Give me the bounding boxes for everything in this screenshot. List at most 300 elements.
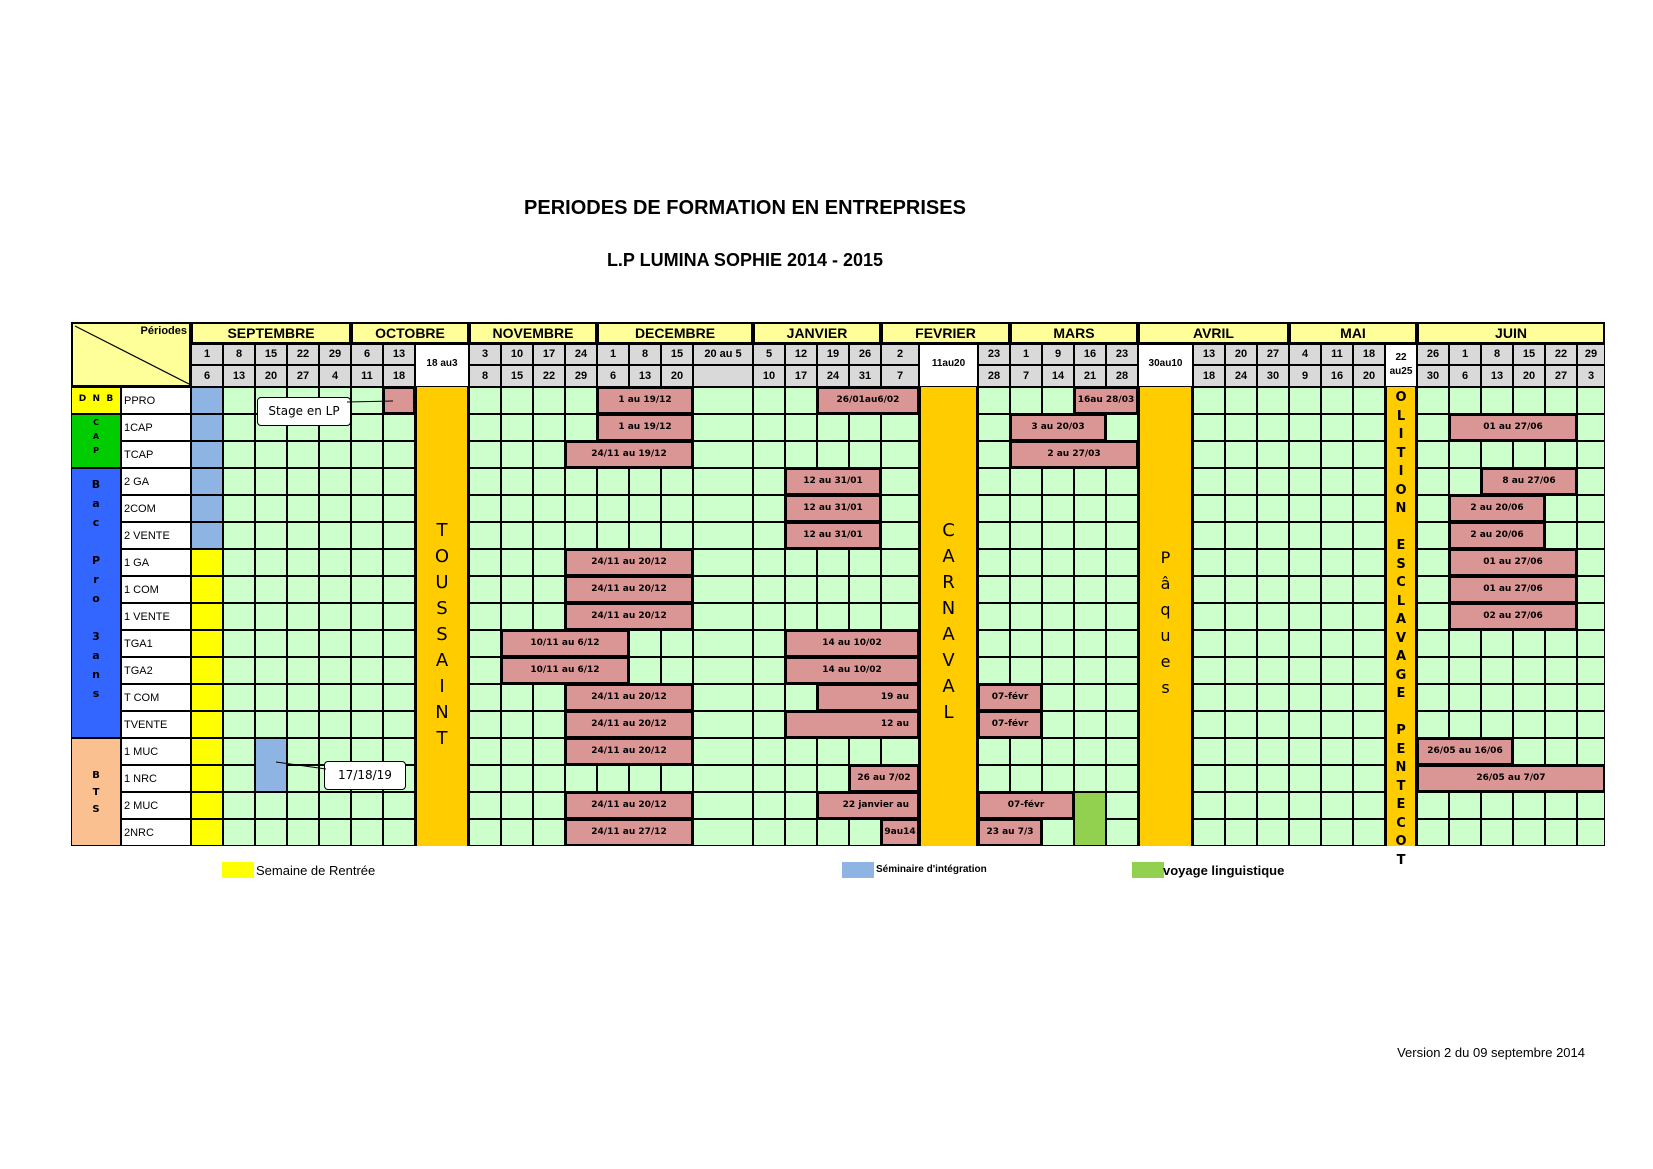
- grid-cell: [1074, 549, 1106, 576]
- holiday-label: O L I T I O N E S C L A V A G E P E N T E C O T: [1395, 390, 1407, 868]
- period-bar: 22 janvier au: [817, 792, 919, 819]
- grid-cell: [319, 657, 351, 684]
- grid-cell: [1257, 468, 1289, 495]
- grid-cell: [1289, 603, 1321, 630]
- grid-cell: [383, 468, 415, 495]
- grid-cell: [1577, 387, 1605, 414]
- grid-cell: [1577, 441, 1605, 468]
- month-header: AVRIL: [1138, 322, 1289, 344]
- grid-cell: [1010, 603, 1042, 630]
- grid-cell: [1074, 738, 1106, 765]
- grid-cell: [1225, 684, 1257, 711]
- grid-cell: [693, 684, 753, 711]
- grid-cell: [1577, 630, 1605, 657]
- grid-cell: [565, 387, 597, 414]
- grid-cell: [1353, 549, 1385, 576]
- period-bar: 24/11 au 20/12: [565, 549, 693, 576]
- grid-cell: [785, 576, 817, 603]
- grid-cell: [1577, 738, 1605, 765]
- grid-cell: [1193, 792, 1225, 819]
- grid-cell: [287, 576, 319, 603]
- grid-cell: [351, 792, 383, 819]
- periodes-label: Périodes: [140, 325, 187, 337]
- grid-cell: [753, 657, 785, 684]
- week-end-cell: 13: [223, 365, 255, 387]
- category-label: C A P: [92, 418, 100, 455]
- grid-cell: [501, 765, 533, 792]
- grid-cell: [1577, 792, 1605, 819]
- grid-cell: [351, 684, 383, 711]
- grid-cell: [1074, 522, 1106, 549]
- period-bar: 01 au 27/06: [1449, 549, 1577, 576]
- grid-cell: [1225, 738, 1257, 765]
- grid-cell: [351, 576, 383, 603]
- grid-cell: [533, 603, 565, 630]
- grid-cell: [223, 765, 255, 792]
- grid-cell: [785, 684, 817, 711]
- row-label: 2COM: [121, 495, 191, 522]
- grid-cell: [1074, 765, 1106, 792]
- grid-cell: [533, 495, 565, 522]
- rentree-cell: [191, 765, 223, 792]
- grid-cell: [693, 603, 753, 630]
- grid-cell: [1193, 630, 1225, 657]
- grid-cell: [501, 522, 533, 549]
- grid-cell: [1106, 657, 1138, 684]
- grid-cell: [978, 603, 1010, 630]
- grid-cell: [1106, 522, 1138, 549]
- grid-cell: [1545, 441, 1577, 468]
- grid-cell: [1545, 630, 1577, 657]
- grid-cell: [533, 792, 565, 819]
- period-bar: 01 au 27/06: [1449, 576, 1577, 603]
- grid-cell: [1289, 576, 1321, 603]
- grid-cell: [629, 468, 661, 495]
- grid-cell: [978, 576, 1010, 603]
- grid-cell: [753, 711, 785, 738]
- grid-cell: [693, 819, 753, 846]
- grid-cell: [223, 468, 255, 495]
- grid-cell: [1417, 603, 1449, 630]
- grid-cell: [1042, 819, 1074, 846]
- grid-cell: [223, 414, 255, 441]
- week-start-cell: 8: [223, 344, 255, 365]
- grid-cell: [383, 441, 415, 468]
- week-end-cell: 20: [1513, 365, 1545, 387]
- grid-cell: [1225, 711, 1257, 738]
- grid-cell: [1353, 387, 1385, 414]
- holiday-label: P â q u e s: [1160, 548, 1171, 697]
- grid-cell: [533, 576, 565, 603]
- grid-cell: [1225, 765, 1257, 792]
- grid-cell: [287, 819, 319, 846]
- grid-cell: [1353, 522, 1385, 549]
- grid-cell: [351, 819, 383, 846]
- grid-cell: [1074, 468, 1106, 495]
- grid-cell: [1513, 441, 1545, 468]
- grid-cell: [255, 576, 287, 603]
- grid-cell: [255, 441, 287, 468]
- grid-cell: [565, 414, 597, 441]
- grid-cell: [1257, 549, 1289, 576]
- category-block: [71, 738, 121, 846]
- grid-cell: [753, 576, 785, 603]
- grid-cell: [1106, 765, 1138, 792]
- grid-cell: [1481, 441, 1513, 468]
- grid-cell: [1193, 738, 1225, 765]
- grid-cell: [1545, 387, 1577, 414]
- week-start-cell: 22: [287, 344, 319, 365]
- grid-cell: [1481, 711, 1513, 738]
- grid-cell: [1353, 603, 1385, 630]
- grid-cell: [1513, 819, 1545, 846]
- grid-cell: [1225, 630, 1257, 657]
- grid-cell: [1074, 711, 1106, 738]
- grid-cell: [881, 441, 919, 468]
- grid-cell: [223, 387, 255, 414]
- grid-cell: [351, 468, 383, 495]
- period-bar: 26/05 au 7/07: [1417, 765, 1605, 792]
- grid-cell: [978, 495, 1010, 522]
- holiday-column: [919, 387, 978, 846]
- week-start-cell: 26: [1417, 344, 1449, 365]
- grid-cell: [629, 657, 661, 684]
- grid-cell: [319, 549, 351, 576]
- period-bar: 2 au 20/06: [1449, 522, 1545, 549]
- grid-cell: [1257, 387, 1289, 414]
- grid-cell: [1481, 657, 1513, 684]
- grid-cell: [1417, 630, 1449, 657]
- seminaire-cell: [191, 387, 223, 414]
- period-bar: 2 au 27/03: [1010, 441, 1138, 468]
- grid-cell: [1193, 387, 1225, 414]
- week-start-cell: 13: [383, 344, 415, 365]
- grid-cell: [319, 441, 351, 468]
- stage-cell: [383, 387, 415, 414]
- legend-voyage-label: voyage linguistique: [1163, 863, 1285, 878]
- week-end-cell: 29: [565, 365, 597, 387]
- grid-cell: [1225, 441, 1257, 468]
- grid-cell: [533, 684, 565, 711]
- grid-cell: [1577, 711, 1605, 738]
- grid-cell: [319, 711, 351, 738]
- grid-cell: [255, 630, 287, 657]
- grid-cell: [1289, 441, 1321, 468]
- grid-cell: [1193, 657, 1225, 684]
- week-start-cell: 9: [1042, 344, 1074, 365]
- period-bar: 12 au: [785, 711, 919, 738]
- grid-cell: [597, 468, 629, 495]
- grid-cell: [1353, 792, 1385, 819]
- grid-cell: [469, 603, 501, 630]
- grid-cell: [1225, 387, 1257, 414]
- grid-cell: [351, 441, 383, 468]
- grid-cell: [1289, 792, 1321, 819]
- week-end-cell: 16: [1321, 365, 1353, 387]
- week-end-cell: 7: [881, 365, 919, 387]
- holiday-column: [415, 387, 469, 846]
- grid-cell: [817, 765, 849, 792]
- period-bar: 12 au 31/01: [785, 522, 881, 549]
- grid-cell: [1289, 522, 1321, 549]
- grid-cell: [223, 576, 255, 603]
- grid-cell: [501, 684, 533, 711]
- week-end-cell: 20: [1353, 365, 1385, 387]
- grid-cell: [469, 630, 501, 657]
- grid-cell: [849, 819, 881, 846]
- period-bar: 16au 28/03: [1074, 387, 1138, 414]
- grid-cell: [1042, 387, 1074, 414]
- grid-cell: [1106, 495, 1138, 522]
- row-label: 1 GA: [121, 549, 191, 576]
- week-end-cell: 11: [351, 365, 383, 387]
- grid-cell: [223, 495, 255, 522]
- grid-cell: [469, 387, 501, 414]
- grid-cell: [1289, 495, 1321, 522]
- grid-cell: [1257, 657, 1289, 684]
- grid-cell: [881, 414, 919, 441]
- grid-cell: [1257, 765, 1289, 792]
- grid-cell: [1225, 549, 1257, 576]
- grid-cell: [1513, 792, 1545, 819]
- grid-cell: [501, 792, 533, 819]
- week-start-cell: 20 au 5: [693, 344, 753, 365]
- grid-cell: [1417, 576, 1449, 603]
- period-bar: 26/01au6/02: [817, 387, 919, 414]
- grid-cell: [1321, 387, 1353, 414]
- grid-cell: [1193, 684, 1225, 711]
- grid-cell: [1577, 684, 1605, 711]
- legend-seminaire-label: Séminaire d'intégration: [876, 864, 987, 875]
- month-header: FEVRIER: [881, 322, 1010, 344]
- grid-cell: [693, 576, 753, 603]
- grid-cell: [287, 765, 319, 792]
- grid-cell: [1577, 495, 1605, 522]
- grid-cell: [1106, 630, 1138, 657]
- grid-cell: [383, 711, 415, 738]
- grid-cell: [1042, 576, 1074, 603]
- grid-cell: [1225, 792, 1257, 819]
- grid-cell: [1417, 495, 1449, 522]
- grid-cell: [817, 549, 849, 576]
- grid-cell: [255, 684, 287, 711]
- grid-cell: [1481, 684, 1513, 711]
- grid-cell: [1289, 414, 1321, 441]
- grid-cell: [1225, 576, 1257, 603]
- week-start-cell: 10: [501, 344, 533, 365]
- grid-cell: [849, 738, 881, 765]
- category-block: [71, 468, 121, 738]
- grid-cell: [1225, 819, 1257, 846]
- grid-cell: [1545, 711, 1577, 738]
- grid-cell: [978, 387, 1010, 414]
- week-start-cell: 19: [817, 344, 849, 365]
- rentree-cell: [191, 819, 223, 846]
- grid-cell: [1353, 711, 1385, 738]
- grid-cell: [849, 414, 881, 441]
- grid-cell: [1449, 468, 1481, 495]
- grid-cell: [1010, 495, 1042, 522]
- grid-cell: [383, 657, 415, 684]
- week-start-cell: 24: [565, 344, 597, 365]
- week-start-cell: 15: [255, 344, 287, 365]
- week-end-cell: 27: [287, 365, 319, 387]
- grid-cell: [383, 495, 415, 522]
- grid-cell: [693, 522, 753, 549]
- grid-cell: [287, 468, 319, 495]
- week-end-cell: 24: [817, 365, 849, 387]
- week-start-cell: 4: [1289, 344, 1321, 365]
- rentree-cell: [191, 684, 223, 711]
- grid-cell: [351, 657, 383, 684]
- week-start-cell: 2: [881, 344, 919, 365]
- week-start-cell: 15: [661, 344, 693, 365]
- grid-cell: [629, 522, 661, 549]
- grid-cell: [661, 765, 693, 792]
- period-bar: 23 au 7/3: [978, 819, 1042, 846]
- holiday-column: [1385, 387, 1417, 868]
- week-start-cell: 6: [351, 344, 383, 365]
- grid-cell: [1257, 441, 1289, 468]
- row-label: 1 VENTE: [121, 603, 191, 630]
- grid-cell: [785, 549, 817, 576]
- grid-cell: [693, 495, 753, 522]
- grid-cell: [1417, 522, 1449, 549]
- week-end-cell: 17: [785, 365, 817, 387]
- row-label: 1 NRC: [121, 765, 191, 792]
- grid-cell: [565, 522, 597, 549]
- period-bar: 19 au: [817, 684, 919, 711]
- grid-cell: [469, 414, 501, 441]
- grid-cell: [319, 522, 351, 549]
- grid-cell: [1417, 657, 1449, 684]
- grid-cell: [693, 765, 753, 792]
- grid-cell: [287, 495, 319, 522]
- grid-cell: [351, 522, 383, 549]
- week-start-cell: 15: [1513, 344, 1545, 365]
- period-bar: 24/11 au 20/12: [565, 738, 693, 765]
- grid-cell: [223, 549, 255, 576]
- grid-cell: [1106, 684, 1138, 711]
- period-bar: 24/11 au 20/12: [565, 711, 693, 738]
- week-end-cell: 30: [1417, 365, 1449, 387]
- week-range-cell: 18 au3: [415, 344, 469, 387]
- week-end-cell: 21: [1074, 365, 1106, 387]
- grid-cell: [978, 657, 1010, 684]
- grid-cell: [1321, 711, 1353, 738]
- grid-cell: [1193, 549, 1225, 576]
- grid-cell: [351, 387, 383, 414]
- grid-cell: [849, 603, 881, 630]
- grid-cell: [1257, 711, 1289, 738]
- grid-cell: [753, 630, 785, 657]
- grid-cell: [255, 495, 287, 522]
- period-bar: 1 au 19/12: [597, 387, 693, 414]
- grid-cell: [1106, 792, 1138, 819]
- grid-cell: [1513, 630, 1545, 657]
- month-header: MARS: [1010, 322, 1138, 344]
- grid-cell: [469, 657, 501, 684]
- grid-cell: [255, 522, 287, 549]
- grid-cell: [1042, 738, 1074, 765]
- category-label: D N B: [78, 394, 114, 404]
- grid-cell: [785, 765, 817, 792]
- week-end-cell: 28: [978, 365, 1010, 387]
- week-end-cell: 20: [661, 365, 693, 387]
- grid-cell: [1417, 387, 1449, 414]
- page-subtitle: L.P LUMINA SOPHIE 2014 - 2015: [606, 250, 884, 270]
- grid-cell: [319, 603, 351, 630]
- grid-cell: [469, 495, 501, 522]
- grid-cell: [661, 630, 693, 657]
- week-start-cell: 23: [978, 344, 1010, 365]
- week-end-cell: 22: [533, 365, 565, 387]
- grid-cell: [383, 522, 415, 549]
- grid-cell: [978, 414, 1010, 441]
- grid-cell: [1449, 657, 1481, 684]
- grid-cell: [1042, 657, 1074, 684]
- grid-cell: [1225, 414, 1257, 441]
- grid-cell: [1513, 684, 1545, 711]
- rentree-cell: [191, 630, 223, 657]
- grid-cell: [1321, 603, 1353, 630]
- grid-cell: [1353, 576, 1385, 603]
- grid-cell: [1042, 468, 1074, 495]
- grid-cell: [785, 414, 817, 441]
- grid-cell: [1321, 576, 1353, 603]
- grid-cell: [1417, 819, 1449, 846]
- seminaire-cell: [191, 414, 223, 441]
- grid-cell: [319, 495, 351, 522]
- row-label: PPRO: [121, 387, 191, 414]
- period-bar: 26 au 7/02: [849, 765, 919, 792]
- week-start-cell: 26: [849, 344, 881, 365]
- grid-cell: [1321, 522, 1353, 549]
- week-range-cell: 30au10: [1138, 344, 1193, 387]
- grid-cell: [383, 684, 415, 711]
- grid-cell: [1577, 549, 1605, 576]
- row-label: 2 MUC: [121, 792, 191, 819]
- grid-cell: [383, 576, 415, 603]
- grid-cell: [1545, 522, 1577, 549]
- week-end-cell: 18: [383, 365, 415, 387]
- grid-cell: [978, 765, 1010, 792]
- grid-cell: [469, 792, 501, 819]
- grid-cell: [1577, 603, 1605, 630]
- row-label: 2 VENTE: [121, 522, 191, 549]
- grid-cell: [533, 522, 565, 549]
- grid-cell: [693, 738, 753, 765]
- grid-cell: [1010, 738, 1042, 765]
- grid-cell: [533, 441, 565, 468]
- grid-cell: [501, 819, 533, 846]
- grid-cell: [1106, 549, 1138, 576]
- period-bar: 01 au 27/06: [1449, 414, 1577, 441]
- grid-cell: [817, 414, 849, 441]
- grid-cell: [849, 441, 881, 468]
- grid-cell: [501, 603, 533, 630]
- grid-cell: [533, 711, 565, 738]
- grid-cell: [1353, 765, 1385, 792]
- grid-cell: [319, 468, 351, 495]
- grid-cell: [978, 738, 1010, 765]
- week-start-cell: 23: [1106, 344, 1138, 365]
- grid-cell: [1042, 603, 1074, 630]
- category-label: B T S: [92, 770, 100, 815]
- grid-cell: [469, 441, 501, 468]
- grid-cell: [1417, 441, 1449, 468]
- grid-cell: [753, 603, 785, 630]
